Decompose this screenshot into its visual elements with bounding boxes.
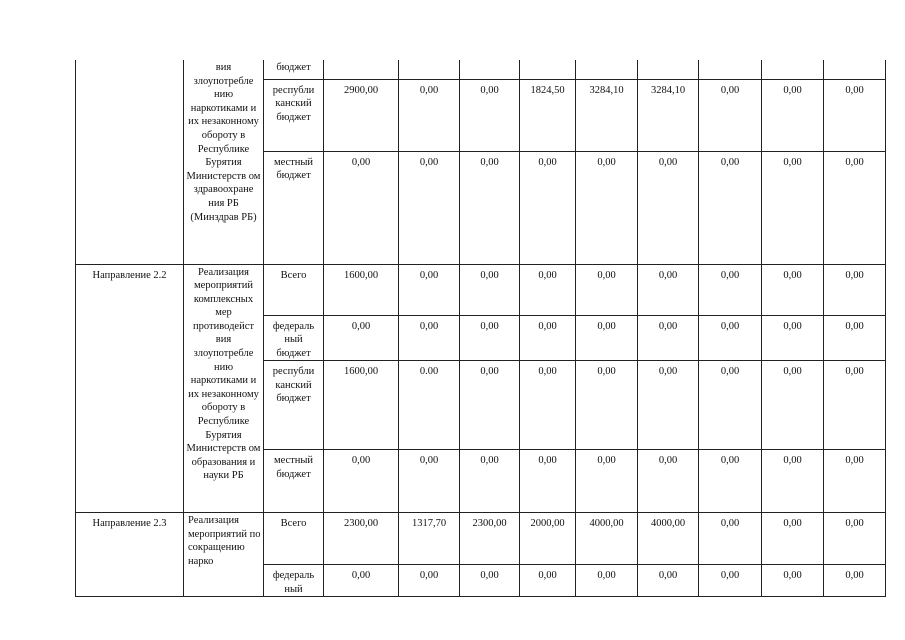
direction-cell <box>76 60 184 264</box>
value-cell: 0,00 <box>324 151 399 264</box>
value-cell: 0,00 <box>699 450 762 513</box>
measure-name-cell: вия злоупотребле нию наркотиками и их незаконному обороту в Республике Бурятия Министерств ом здравоохране ния РБ (Минздрав РБ) <box>184 60 264 264</box>
value-cell: 0,00 <box>824 565 886 597</box>
value-cell: 0,00 <box>824 450 886 513</box>
value-cell: 0,00 <box>699 79 762 151</box>
value-cell <box>576 60 638 79</box>
value-cell: 0,00 <box>762 151 824 264</box>
value-cell: 0,00 <box>638 151 699 264</box>
value-cell <box>762 60 824 79</box>
value-cell <box>460 60 520 79</box>
value-cell: 0,00 <box>324 565 399 597</box>
value-cell: 0,00 <box>399 264 460 315</box>
value-cell: 0,00 <box>576 151 638 264</box>
funding-source-cell: Всего <box>264 264 324 315</box>
value-cell: 0,00 <box>399 315 460 361</box>
value-cell: 0,00 <box>762 361 824 450</box>
direction-cell: Направление 2.3 <box>76 513 184 597</box>
value-cell: 0,00 <box>399 151 460 264</box>
value-cell: 0,00 <box>762 79 824 151</box>
value-cell: 2900,00 <box>324 79 399 151</box>
value-cell: 0,00 <box>460 565 520 597</box>
value-cell: 0,00 <box>824 361 886 450</box>
value-cell: 0,00 <box>520 361 576 450</box>
value-cell: 0,00 <box>699 264 762 315</box>
measure-name-cell: Реализация мероприятий по сокращению нарко <box>184 513 264 597</box>
value-cell: 0,00 <box>762 450 824 513</box>
value-cell: 0,00 <box>824 151 886 264</box>
value-cell: 0,00 <box>762 264 824 315</box>
value-cell: 2300,00 <box>324 513 399 565</box>
value-cell <box>399 60 460 79</box>
value-cell: 0,00 <box>824 264 886 315</box>
funding-source-cell: республи канский бюджет <box>264 79 324 151</box>
funding-source-cell: местный бюджет <box>264 450 324 513</box>
funding-source-cell: республи канский бюджет <box>264 361 324 450</box>
value-cell: 1600,00 <box>324 361 399 450</box>
value-cell: 0,00 <box>460 79 520 151</box>
value-cell <box>699 60 762 79</box>
value-cell: 3284,10 <box>576 79 638 151</box>
value-cell: 0,00 <box>638 361 699 450</box>
value-cell: 0,00 <box>520 450 576 513</box>
value-cell: 0,00 <box>762 513 824 565</box>
value-cell: 0,00 <box>638 450 699 513</box>
value-cell: 1317,70 <box>399 513 460 565</box>
value-cell: 0,00 <box>699 565 762 597</box>
value-cell: 4000,00 <box>576 513 638 565</box>
value-cell: 0,00 <box>460 151 520 264</box>
value-cell: 0,00 <box>520 315 576 361</box>
value-cell <box>824 60 886 79</box>
value-cell: 0,00 <box>460 361 520 450</box>
value-cell: 4000,00 <box>638 513 699 565</box>
value-cell: 0,00 <box>399 450 460 513</box>
value-cell: 0,00 <box>576 565 638 597</box>
value-cell: 0,00 <box>638 315 699 361</box>
value-cell: 0,00 <box>576 361 638 450</box>
table-row <box>76 60 886 79</box>
value-cell: 0,00 <box>520 565 576 597</box>
value-cell: 2300,00 <box>460 513 520 565</box>
value-cell: 0.00 <box>399 361 460 450</box>
value-cell: 0,00 <box>762 315 824 361</box>
value-cell: 0,00 <box>762 565 824 597</box>
value-cell: 0,00 <box>399 565 460 597</box>
value-cell <box>324 60 399 79</box>
funding-source-cell: Всего <box>264 513 324 565</box>
value-cell: 0,00 <box>520 264 576 315</box>
value-cell: 0,00 <box>520 151 576 264</box>
value-cell: 0,00 <box>699 361 762 450</box>
value-cell: 0,00 <box>638 264 699 315</box>
value-cell: 0,00 <box>699 151 762 264</box>
value-cell: 3284,10 <box>638 79 699 151</box>
value-cell: 0,00 <box>824 315 886 361</box>
value-cell <box>520 60 576 79</box>
budget-table <box>75 60 886 597</box>
table-row <box>76 513 886 565</box>
value-cell: 0,00 <box>324 315 399 361</box>
value-cell: 1824,50 <box>520 79 576 151</box>
value-cell: 0,00 <box>576 264 638 315</box>
funding-source-cell: местный бюджет <box>264 151 324 264</box>
direction-cell: Направление 2.2 <box>76 264 184 513</box>
value-cell: 1600,00 <box>324 264 399 315</box>
funding-source-cell: бюджет <box>264 60 324 79</box>
value-cell: 0,00 <box>324 450 399 513</box>
measure-name-cell: Реализация мероприятий комплексных мер противодейст вия злоупотребле нию наркотиками и их незаконному обороту в Республике Бурятия Министерств ом образования и науки РБ <box>184 264 264 513</box>
value-cell: 0,00 <box>824 513 886 565</box>
funding-source-cell: федераль ный <box>264 565 324 597</box>
value-cell: 0,00 <box>460 450 520 513</box>
table-row <box>76 264 886 315</box>
value-cell <box>638 60 699 79</box>
value-cell: 0,00 <box>699 315 762 361</box>
funding-source-cell: федераль ный бюджет <box>264 315 324 361</box>
value-cell: 0,00 <box>576 315 638 361</box>
value-cell: 0,00 <box>460 264 520 315</box>
value-cell: 0,00 <box>638 565 699 597</box>
value-cell: 0,00 <box>576 450 638 513</box>
value-cell: 0,00 <box>824 79 886 151</box>
value-cell: 2000,00 <box>520 513 576 565</box>
value-cell: 0,00 <box>399 79 460 151</box>
value-cell: 0,00 <box>460 315 520 361</box>
value-cell: 0,00 <box>699 513 762 565</box>
